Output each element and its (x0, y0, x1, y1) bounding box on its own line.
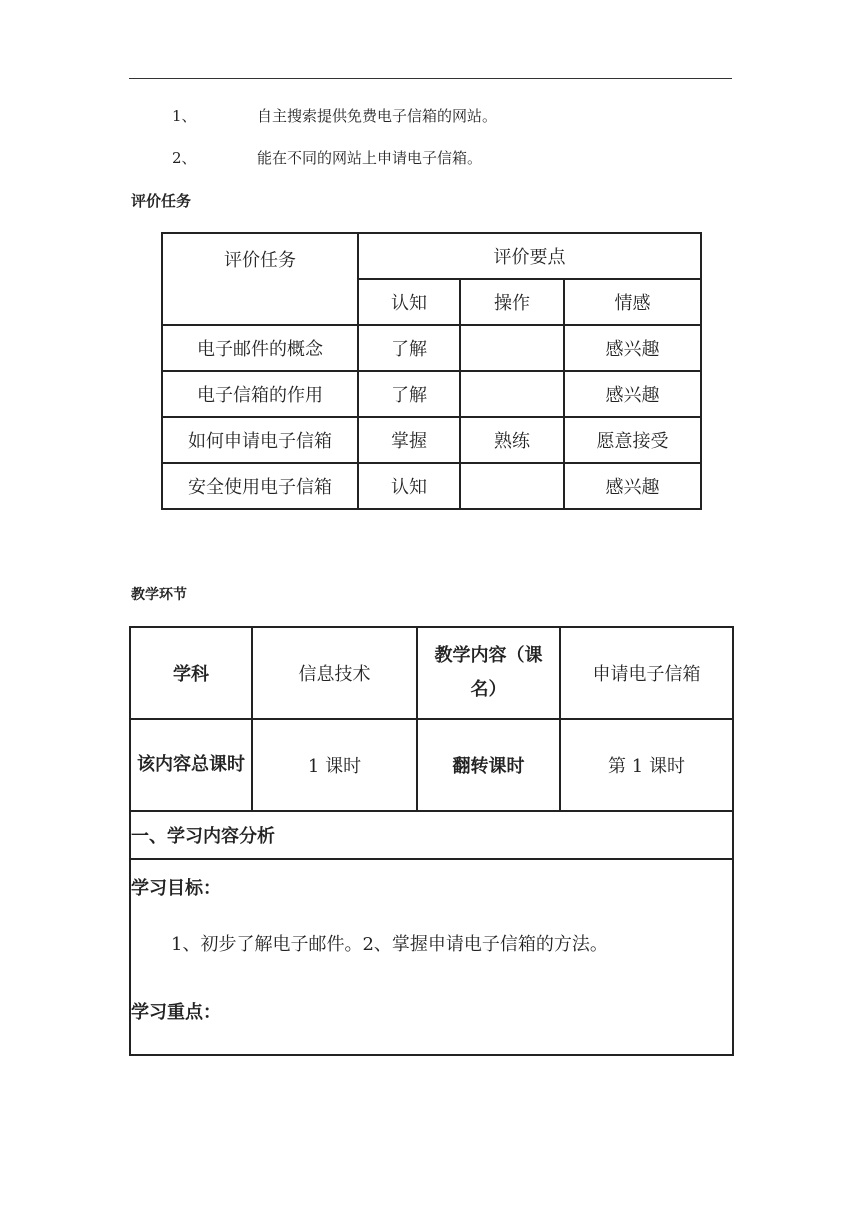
goal-label: 学习目标： (131, 878, 221, 899)
list-number: 1、 (172, 107, 197, 125)
list-text: 自主搜索提供免费电子信箱的网站。 (257, 107, 498, 125)
table-row (162, 463, 701, 509)
task-cell: 电子信箱的作用 (162, 371, 358, 417)
table-row (162, 371, 701, 417)
focus-label: 学习重点： (131, 1002, 221, 1023)
emotion-cell: 愿意接受 (564, 417, 701, 463)
table-row (162, 325, 701, 371)
total-hours-label: 该内容总课时 (130, 719, 252, 811)
header-points: 评价要点 (358, 233, 701, 279)
operation-cell (460, 463, 564, 509)
cognition-cell: 了解 (358, 325, 460, 371)
top-rule (129, 78, 732, 79)
evaluation-table (161, 232, 702, 510)
task-cell: 电子邮件的概念 (162, 325, 358, 371)
list-text: 能在不同的网站上申请电子信箱。 (257, 149, 483, 167)
operation-cell (460, 371, 564, 417)
task-cell: 如何申请电子信箱 (162, 417, 358, 463)
section-title: 一、学习内容分析 (131, 826, 275, 847)
flip-label: 翻转课时 (417, 719, 560, 811)
subheader-cognition: 认知 (358, 279, 460, 325)
goals-cell (130, 859, 733, 1055)
cognition-cell: 掌握 (358, 417, 460, 463)
emotion-cell: 感兴趣 (564, 463, 701, 509)
lesson-table (129, 626, 734, 1056)
operation-cell: 熟练 (460, 417, 564, 463)
teach-heading: 教学环节 (131, 587, 187, 603)
subject-label: 学科 (130, 627, 252, 719)
table-row (162, 417, 701, 463)
subheader-operation: 操作 (460, 279, 564, 325)
content-label: 教学内容（课名） (417, 627, 560, 719)
emotion-cell: 感兴趣 (564, 371, 701, 417)
header-task: 评价任务 (162, 233, 358, 325)
total-hours-value: 1 课时 (252, 719, 417, 811)
goal-text: 1、初步了解电子邮件。2、掌握申请电子信箱的方法。 (171, 934, 608, 955)
flip-value: 第 1 课时 (560, 719, 733, 811)
cognition-cell: 认知 (358, 463, 460, 509)
subheader-emotion: 情感 (564, 279, 701, 325)
task-cell: 安全使用电子信箱 (162, 463, 358, 509)
cognition-cell: 了解 (358, 371, 460, 417)
emotion-cell: 感兴趣 (564, 325, 701, 371)
list-number: 2、 (172, 149, 197, 167)
content-value: 申请电子信箱 (560, 627, 733, 719)
section-title-cell (130, 811, 733, 859)
subject-value: 信息技术 (252, 627, 417, 719)
eval-heading: 评价任务 (131, 192, 192, 210)
operation-cell (460, 325, 564, 371)
